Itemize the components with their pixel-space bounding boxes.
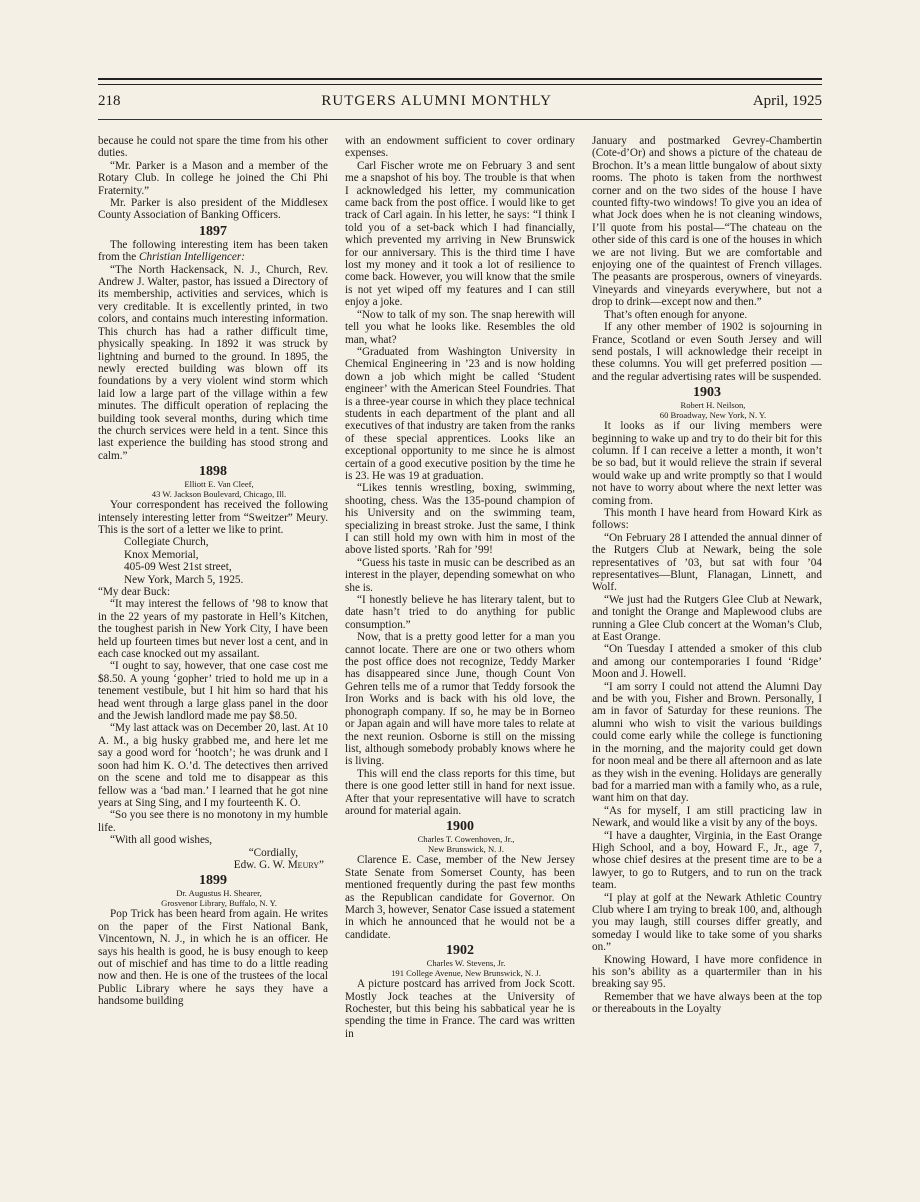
correspondent-address: New Brunswick, N. J. — [428, 844, 504, 855]
paragraph: “I honestly believe he has literary talent, but to date hasn’t tried to do anything for public consumption.” — [345, 594, 575, 631]
closing: “Cordially, — [248, 846, 298, 859]
column-1 — [98, 135, 328, 1155]
paragraph: because he could not spare the time from his other duties. — [98, 135, 328, 160]
paragraph: “I am sorry I could not attend the Alumni Day and be with you, Fisher and Brown. Personally, I am in favor of Saturday for these reunions. The alumni who wish to visit the various buildings could come early while the college is functioning in the morning, and the majority could get down for noon meal and be there all afternoon and as late as they wish in the evening. Holidays are generally bad for a married man with a family who, as a rule, want him on that day. — [592, 680, 822, 805]
paragraph: That’s often enough for anyone. — [604, 308, 748, 321]
address-line: Knox Memorial, — [124, 548, 199, 561]
signature-surname: Meury — [287, 858, 320, 871]
paragraph: January and postmarked Gevrey-Chambertin (Cote-d’Or) and shows a picture of the chateau de Brochon. It’s a mean little bungalow of about sixty rooms. The photo is taken from the northwest corner and on the two sides of the house I have counted fifty-two windows! To give you an idea of what Jock does when he is not cleaning windows, I’ll quote from his postal—“The chateau on the other side of this card is one of the houses in which we are not living. But we are comfortable and enjoying one of the quaintest of French villages. The peasants are prosperous, owners of vineyards. Vineyards and vineyards everywhere, but not a drop to drink—except now and then.” — [592, 135, 822, 309]
running-header — [98, 93, 822, 113]
correspondent-name: Robert H. Neilson, — [680, 400, 746, 411]
article-columns — [98, 135, 822, 1155]
class-year-heading-1897: 1897 — [199, 223, 227, 239]
paragraph: “It may interest the fellows of ’98 to know that in the 22 years of my pastorate in Hell’s Kitchen, the toughest parish in New York City, I have been held up fourteen times but never lost a cent, and in each case knocked out my assailant. — [98, 598, 328, 661]
page-number: 218 — [98, 93, 121, 109]
paragraph: Pop Trick has been heard from again. He writes on the paper of the First National Bank, Vincentown, N. J., in which he is an officer. He says his health is good, he is busy enough to keep out of mischief and has time to do a little reading now and then. He is one of the trustees of the local Public Library where he says they have a handsome building — [98, 908, 328, 1008]
paragraph: This month I have heard from Howard Kirk as follows: — [592, 506, 822, 532]
paragraph-text: The following interesting item has been taken from the — [98, 238, 328, 264]
paragraph: “Now to talk of my son. The snap herewith will tell you what he looks like. Resembles the old man, what? — [345, 308, 575, 346]
paragraph: “The North Hackensack, N. J., Church, Rev. Andrew J. Walter, pastor, has issued a Directory of its membership, activities and services, which is very creditable. It is excellently printed, in two colors, and contains much interesting information. This church has had a rather difficult time, physically speaking. In 1892 it was struck by lightning and burned to the ground. In 1895, the newly erected building was blown off its foundations by a very violent wind storm which laid low a large part of the village within a few minutes. The difficult operation of replacing the building took several months, during which time the church services were held in a tent. Since this last experience the building has stood strong and calm.” — [98, 263, 328, 462]
paragraph: If any other member of 1902 is sojourning in France, Scotland or even South Jersey and will send postals, I will acknowledge their receipt in these columns. You will get preferred position —and the regular advertising rates will be suspended. — [592, 321, 822, 383]
paragraph: Mr. Parker is also president of the Middlesex County Association of Banking Officers. — [98, 197, 328, 222]
paragraph: “I play at golf at the Newark Athletic Country Club where I am trying to break 100, and, although you may laugh, still courses differ greatly, and someday I would like to take some of you sharks on.” — [592, 891, 822, 954]
paragraph: Remember that we have always been at the top or thereabouts in the Loyalty — [592, 990, 822, 1016]
top-double-rule — [98, 78, 822, 80]
publication-name: Christian Intelligencer: — [139, 251, 245, 264]
class-year-heading-1902: 1902 — [446, 943, 474, 959]
class-year-heading-1898: 1898 — [199, 464, 227, 480]
address-line: New York, March 5, 1925. — [124, 573, 244, 586]
paragraph: “I have a daughter, Virginia, in the East Orange High School, and a boy, Howard F., Jr., age 7, whose chief desires at the present time are to be a lawyer, to go to Rutgers, and to run on the track team. — [592, 829, 822, 892]
correspondent-name: Charles W. Stevens, Jr. — [426, 958, 506, 969]
column-3 — [592, 135, 822, 1155]
address-line: Collegiate Church, — [124, 536, 209, 549]
correspondent-address: 191 College Avenue, New Brunswick, N. J. — [391, 968, 541, 979]
paragraph: “So you see there is no monotony in my humble life. — [98, 809, 328, 834]
paragraph: “As for myself, I am still practicing law in Newark, and would like a visit by any of the boys. — [592, 804, 822, 830]
paragraph: with an endowment sufficient to cover ordinary expenses. — [345, 135, 575, 160]
paragraph: A picture postcard has arrived from Jock Scott. Mostly Jock teaches at the University of Rochester, but this being his sabbatical year he is spending the time in France. The card was written in — [345, 978, 575, 1040]
header-rule — [98, 119, 822, 120]
paragraph: It looks as if our living members were beginning to wake up and try to do their bit for this column. If I can receive a letter a month, it won’t be so bad, but it would relieve the strain if several would wake up and write promptly so that I would not have to worry about where the next letter was coming from. — [592, 420, 822, 507]
paragraph: Clarence E. Case, member of the New Jersey State Senate from Somerset County, has been mentioned frequently during the past few months as the Republican candidate for Governor. On March 3, however, Senator Case issued a statement in which he announced that he would not be a candidate. — [345, 854, 575, 941]
paragraph: Knowing Howard, I have more confidence in his son’s ability as a quartermiler than in his breaking say 95. — [592, 953, 822, 991]
class-year-heading-1903: 1903 — [693, 385, 721, 401]
top-double-rule-inner — [98, 84, 822, 85]
column-2 — [345, 135, 575, 1155]
correspondent-name: Dr. Augustus H. Shearer, — [176, 888, 262, 899]
paragraph: This will end the class reports for this time, but there is one good letter still in hand for next issue. After that your representative will have to scratch around for material again. — [345, 767, 575, 817]
issue-date: April, 1925 — [752, 93, 822, 109]
paragraph: Now, that is a pretty good letter for a man you cannot locate. There are one or two others whom the post office does not recognize, Teddy Marker has disappeared since June, though Count Von Gehren tells me of a rumor that Teddy forsook the Iron Works and is back with his old love, the phonograph company. If so, he may be in Borneo or Japan again and will have more tales to relate at the next reunion. Osborne is still on the missing list, although somebody probably knows where he is living. — [345, 631, 575, 768]
correspondent-name: Charles T. Cowenhoven, Jr., — [417, 834, 515, 845]
paragraph: Your correspondent has received the following intensely interesting letter from “Sweitzer” Meury. This is the sort of a letter we like to print. — [98, 499, 328, 536]
paragraph: “Guess his taste in music can be described as an interest in the player, depending somewhat on who she is. — [345, 556, 575, 594]
paragraph: “My last attack was on December 20, last. At 10 A. M., a big husky grabbed me, and here let me say a good word for ‘hootch’; he was drunk and I soon had him K. O.’d. The detectives then arrived on the scene and told me to disappear as this fellow was a ‘bad man.’ I learned that he got nine years at Sing Sing, and I my fourteenth K. O. — [98, 722, 328, 809]
correspondent-name: Elliott E. Van Cleef, — [184, 479, 254, 490]
signature-text: Edw. G. W. — [233, 858, 288, 871]
paragraph — [98, 239, 328, 264]
correspondent-address: 60 Broadway, New York, N. Y. — [659, 410, 767, 421]
address-line: 405-09 West 21st street, — [124, 561, 232, 574]
signature — [98, 859, 328, 871]
paragraph: “Graduated from Washington University in Chemical Engineering in ’23 and is now holding down a job which might be called ‘Student engineer’ with the American Steel Foundries. That is a three-year course in which they place technical students in each department of the plant and all executives of that industry are taken from the ranks of these special apprentices. Looks like an exceptional opportunity to me since he is almost certain of a good executive position by the time he is 23. He was 19 at graduation. — [345, 345, 575, 482]
paragraph: “We just had the Rutgers Glee Club at Newark, and tonight the Orange and Maplewood clubs are running a Glee Club concert at the Woman’s Club, at East Orange. — [592, 593, 822, 644]
paragraph: Carl Fischer wrote me on February 3 and sent me a snapshot of his boy. The trouble is that when I acknowledged his letter, my communication came back from the post office. I would like to get track of Carl again. In his letter, he says: “I think I told you of a set-back which I had financially, which prevented my arriving in New Brunswick for our anniversary. This is the third time I have lost my money and it took a lot of resilience to come back. However, you will know that the smile is not yet wiped off my features and I can still enjoy a joke. — [345, 159, 575, 309]
letter-address — [124, 536, 328, 586]
class-year-heading-1900: 1900 — [446, 819, 474, 835]
paragraph: “On Tuesday I attended a smoker of this club and among our contemporaries I found ‘Ridge’ Moon and J. Howell. — [592, 643, 822, 681]
paragraph: “On February 28 I attended the annual dinner of the Rutgers Club at Newark, being the sole representatives of ’03, but sat with four ’04 representatives—Blunt, Flanagan, Linnett, and Wolf. — [592, 531, 822, 594]
salutation: “My dear Buck: — [98, 586, 171, 598]
signature-quote: ” — [319, 858, 324, 871]
correspondent-address: Grosvenor Library, Buffalo, N. Y. — [161, 898, 277, 909]
paragraph: “Likes tennis wrestling, boxing, swimming, shooting, chess. Was the 135-pound champion of his University and on the swimming team, specializing in breast stroke. Just the same, I think I can still hold my own with him in most of the above listed sports. ’Rah for ’99! — [345, 482, 575, 557]
paragraph: “With all good wishes, — [110, 834, 213, 847]
correspondent-address: 43 W. Jackson Boulevard, Chicago, Ill. — [151, 489, 287, 500]
publication-title: RUTGERS ALUMNI MONTHLY — [321, 93, 552, 109]
paragraph: “I ought to say, however, that one case cost me $8.50. A young ‘gopher’ tried to hold me up in a tenement vestibule, but I hit him so hard that his head went through a large glass panel in the door and the Jewish landlord made me pay $8.50. — [98, 660, 328, 723]
paragraph: “Mr. Parker is a Mason and a member of the Rotary Club. In college he joined the Chi Phi Fraternity.” — [98, 159, 328, 197]
class-year-heading-1899: 1899 — [199, 873, 227, 889]
